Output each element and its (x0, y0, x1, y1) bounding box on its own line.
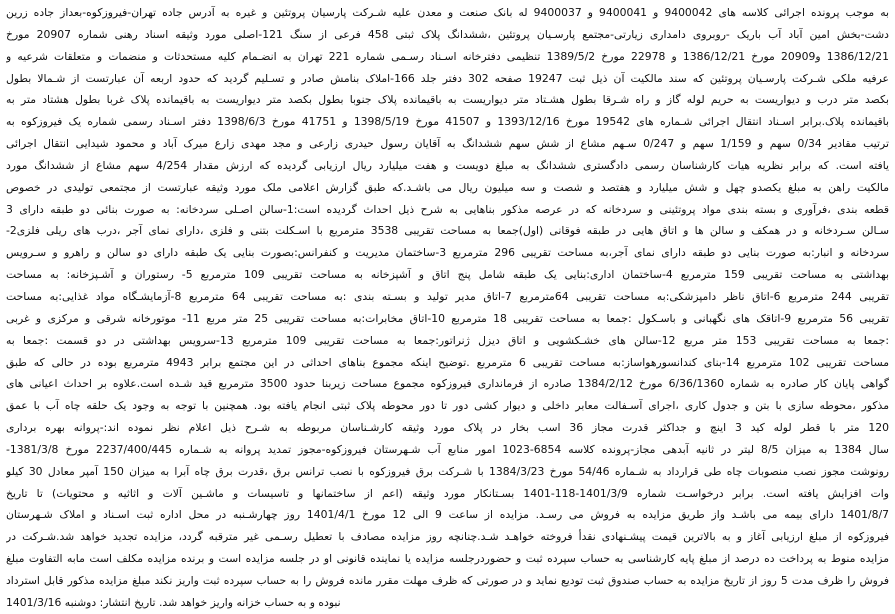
notice-line: وات افزایش یافته است. برابر درخواسـت شماره 1401/3/9-118-1401 بسـتانکار مورد وثیقه (اعم از ساختمانها و تاسیسات و ماشـین آلات و اثاثیه و محتویات) تا تاریخ (6, 486, 889, 500)
notice-line: دشت-بخش امین آباد آب باریک -روبروی دامداری زیارتی-مجتمع پارسـیان پروتئین ،ششدانگ پلاک ثبتی 458 فرعی از سنگ 121-اصلی مورد وثیقه اسناد رهنی شماره 20907 مورخ (6, 27, 889, 41)
notice-line: بکصد متر درب و دیواریست به حریم لوله گاز و راه شـرقا بطول هشـتاد متر دیواریست به باقیمانده پلاک جنوبا بطول بکصد متر دیواریست به باقیمانده پلاک غربا بطول هشتاد متر به (6, 93, 889, 107)
notice-line: مزایده منوط به پرداخت ده درصد از مبلغ پایه کارشناسی به حساب سپرده ثبت و حضوردرجلسه مزایده یا نماینده قانونی او در جلسه مزایده است و برنده مزایده مکلف است مابه التفاوت مبلغ (6, 552, 889, 566)
notice-line: قطعه بندی ،فرآوری و بسته بندی مواد پروتئینی و سردخانه که در عرصه مذکور بناهایی به شرح ذیل احداث گردیده است:1-سالن اصـلی سردخانه: به صورت بنائی دو طبقه دارای 3 (6, 202, 889, 216)
notice-line: سال 1384 به میزان 8/5 لیتر در ثانیه آبدهی مجاز-پرونده کلاسه 6854-1023 امور منابع آب شـهرستان فیروزکوه-مجوز تمدید پروانه به شـماره 2237/400/445 مورخ 1381/3/8- (6, 442, 889, 456)
notice-line: سـالن سـردخانه و در همکف و سالن ها و اتاق هایی در طبقه فوقانی (اول)جمعا به مساحت تقریبی 3538 مترمربع با اسـکلت بتنی و فلزی ،دارای نمای آجر ،درب های ریلی فلزی2- (6, 224, 889, 238)
notice-line: فیروزکوه از مبلغ ارزیابی آغاز و به بالاترین قیمت پیشـنهادی نقدأ فروخته خواهـد شـد.چنانچه روز مزایده مصادف با تعطیل رسـمی غیر مترقبه گردد، مزایده تجدید خواهد شد.شـرکت در (6, 530, 889, 544)
notice-line: 1401/8/7 دارای بیمه می باشـد واز طریق مزایده به فروش می رسـد. مزایده از ساعت 9 الی 12 مورخ 1401/4/1 روز چهارشـنبه در محل اداره ثبت اسـناد و املاک شـهرستان (6, 508, 889, 522)
notice-line: فروش را ظرف مدت 5 روز از تاریخ مزایده به حساب صندوق ثبت تودیع نماید و در صورتی که ظرف مهلت مقرر مانده فروش را به حساب سپرده ثبت واریز نکند مبلغ مزایده مذکور قابل استرداد (6, 573, 889, 587)
notice-line: مالکیت راهن به مبلغ یکصدو چهل و شش میلیارد و هفتصد و شصت و سه میلیون ریال می باشـد.که طبق گزارش اعلامی ملک مورد وثیقه عبارتست از مجتمعی تولیدی در خصوص (6, 180, 889, 194)
notice-line: گواهی پایان کار صادره به شماره 6/36/1360 مورخ 1384/2/12 صادره از فرمانداری فیروزکوه مجموع مساحت زیربنا حدود 3500 مترمربع قید شـده است.علاوه بر احداث اعیانی های (6, 377, 889, 391)
notice-line: تقریبی 244 مترمربع 6-اتاق ناظر دامپزشکی:به مساحت تقریبی 64مترمربع 7-اتاق مدیر تولید و بسـته بندی :به مساحت تقریبی 64 مترمربع 8-آزمایشـگاه مواد غذایی:به مساحت (6, 289, 889, 303)
notice-line: تقریبی 56 مترمربع 9-اتاقک های نگهبانی و باسـکول :جمعا به مساحت تقریبی 18 مترمربع 10-اتاق مخابرات:به مساحت تقریبی 25 متر مربع 11- موتورخانه شرقی و مرکزی و غربی (6, 311, 889, 325)
notice-body (6, 2, 889, 614)
notice-line: ترتیب مقادیر 0/34 سهم و 1/159 سهم و 0/247 سـهم مشاع از شش سهم ششدانگ به آقایان رسول حیدری زارعی و مجد مهدی زارع میرک آباد و محمود شیدایی انتقال اجرائی (6, 137, 889, 151)
notice-line: بهداشتی به مساحت تقریبی 159 مترمربع 4-ساختمان اداری:بنایی یک طبقه شامل پنج اتاق و آشپزخانه به مساحت تقریبی 109 مترمربع 5- رستوران و آشـپزخانه: به مساحت (6, 268, 889, 282)
notice-line: :جمعا به مساحت تقریبی 153 متر مربع 12-سالن های خشـکشویی و اتاق دیزل ژنراتور:جمعا به مساحت تقریبی 109 مترمربع 13-سرویس بهداشتی در دو قسمت :جمعا به (6, 333, 889, 347)
notice-line: مساحت تقریبی 102 مترمربع 14-بنای کندانسورهواساز:به مساحت تقریبی 6 مترمربع .توضیح اینکه مجموع بناهای احداثی در این مجتمع برابر 4943 مترمربع بوده در حالی که طبق (6, 355, 889, 369)
notice-line: یافته است. که برابر نظریه هیات کارشناسان رسمی دادگستری ششدانگ به مبلغ دویست و هفت میلیارد ریال ارزیابی گردیده که ارزش مقدار 4/254 سهم مشاع از ششدانگ مورد (6, 158, 889, 172)
notice-line: به موجب پرونده اجرائی کلاسه های 9400042 و 9400041 و 9400037 له بانک صنعت و معدن علیه شـرکت پارسیان پروتئین و غیره به آدرس جاده تهران-فیروزکوه-بعداز جاده زرین (6, 6, 889, 19)
notice-line: عرفیه ملکی شـرکت پارسـیان پروتئین که سند مالکیت آن ذیل ثبت 19247 صفحه 302 دفتر جلد 166-املاک بنامش صادر و تسـلیم گردید که حدود اربعه آن عبارتست از شـمالا بطول (6, 71, 889, 85)
notice-line-publication-date: نبوده و به حساب خزانه واریز خواهد شد. تاریخ انتشار: دوشنبه 1401/3/16 (6, 595, 341, 609)
notice-line: 1386/12/21 و20909 مورخ 1386/12/21 و 22978 مورخ 1389/5/2 تنظیمی دفترخانه اسـناد رسـمی شماره 221 تهران به انضـمام کلیه مستحدثات و منضمات و متعلقات شرعیه و (6, 49, 889, 63)
notice-line: باقیمانده پلاک.برابر اسـناد انتقال اجرائی شـماره های 19542 مورخ 1393/12/16 و 41507 مورخ 1398/5/19 و 41751 مورخ 1398/6/3 دفتر اسـناد رسمی شماره یک فیروزکوه به (6, 115, 889, 129)
notice-line: مذکور ،محوطه سازی با بتن و جدول کاری ،اجرای آسـفالت معابر داخلی و دیوار کشی دور تا دور محوطه پلاک ثبتی انجام یافته بود. همچنین با توجه به وجود یک حلقه چاه آب با عمق (6, 399, 889, 413)
notice-line: سردخانه و انبار:به صورت بنایی دو طبقه دارای نمای آجر،به مساحت تقریبی 296 مترمربع 3-ساختمان مدیریت و کنفرانس:بصورت بنایی یک طبقه دارای دو سالن و راهرو و سـرویس (6, 246, 889, 260)
notice-line: 120 متر با قطر لوله کید 3 اینچ و جداکثر قدرت مجاز 36 اسب بخار در پلاک مورد وثیقه کارشـناسان مربوطه به شـرح ذیل اعلام نظر نموده اند:-پروانه بهره برداری (6, 421, 889, 435)
notice-line: رونوشت مجوز نصب منصوبات چاه طی قرارداد به شـماره 54/46 مورخ 1384/3/23 با شـرکت برق فیروزکوه با نصب ترانس برق ،قدرت برق چاه آبرا به میزان 150 آمپر معادل 30 کیلو (6, 464, 889, 478)
